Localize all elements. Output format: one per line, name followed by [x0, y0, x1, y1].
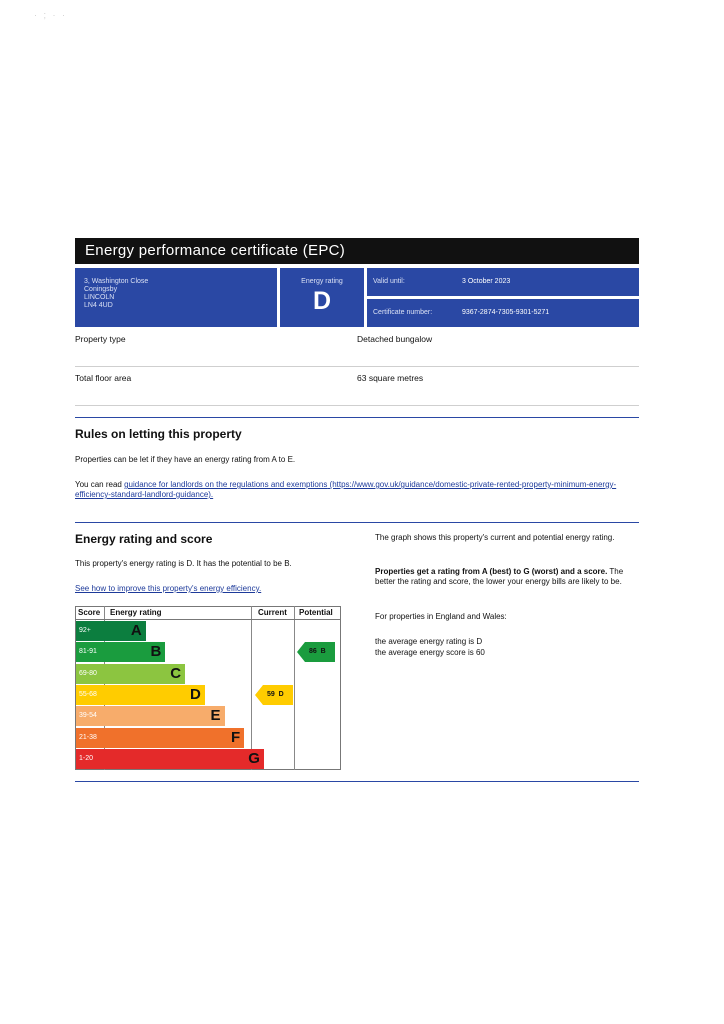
improve-efficiency-link[interactable]: See how to improve this property's energy efficiency.: [75, 584, 262, 593]
rules-heading: Rules on letting this property: [75, 427, 242, 441]
chart-column-divider: [294, 606, 295, 770]
band-score-label: 69-80: [79, 669, 97, 677]
band-letter: E: [210, 707, 221, 725]
rating-band-b: [76, 642, 165, 662]
floor-area-row: [75, 367, 639, 406]
band-letter: F: [231, 728, 241, 746]
chart-column-divider: [251, 606, 252, 770]
guidance-link[interactable]: guidance for landlords on the regulations and exemptions: [124, 480, 328, 489]
average-rating: the average energy rating is D: [375, 637, 483, 646]
current-header: Current: [258, 608, 287, 617]
band-score-label: 1-20: [79, 754, 94, 762]
certificate-summary: [75, 268, 639, 327]
valid-until-row: [367, 268, 639, 296]
band-letter: A: [130, 622, 142, 639]
energy-rating-label: Energy rating: [301, 278, 343, 285]
certificate-number-label: Certificate number:: [373, 309, 433, 316]
band-letter: C: [170, 664, 182, 682]
potential-rating-arrow-label: 86 B: [309, 648, 326, 656]
floor-area-label: Total floor area: [75, 373, 132, 383]
energy-rating-box: [280, 268, 364, 327]
potential-header: Potential: [299, 608, 333, 617]
rules-paragraph: Properties can be let if they have an energy rating from A to E.: [75, 455, 296, 464]
property-type-row: [75, 328, 639, 367]
energy-rating-chart: [75, 606, 341, 770]
rating-band-e: [76, 706, 225, 726]
rules-guidance-paragraph: [75, 480, 635, 500]
rating-band-d: [76, 685, 205, 705]
energy-rating-header: Energy rating: [110, 608, 162, 617]
address-line: Coningsby: [84, 286, 118, 293]
scan-mark: · ; · ·: [34, 10, 67, 20]
property-type-label: Property type: [75, 334, 126, 344]
section-divider: [75, 417, 639, 418]
guidance-url[interactable]: (https://www.gov.uk/guidance/domestic-private-rented-property-minimum-energy-efficiency-standard-landlord-guidance).: [75, 480, 617, 499]
section-divider: [75, 781, 639, 782]
guidance-prefix: You can read: [75, 480, 125, 489]
certificate-number-row: [367, 299, 639, 327]
energy-rating-letter: D: [312, 287, 332, 315]
valid-until-label: Valid until:: [373, 278, 405, 285]
potential-rating-arrow: [297, 642, 335, 662]
floor-area-value: 63 square metres: [357, 373, 424, 383]
band-score-label: 81-91: [79, 648, 97, 656]
graph-description: The graph shows this property's current and potential energy rating.: [375, 533, 615, 542]
band-letter: D: [189, 685, 201, 703]
address-line: 3, Washington Close: [84, 278, 149, 285]
band-score-label: 39-54: [79, 712, 97, 720]
rating-explanation-rest: The better the rating and score, the lower your energy bills are likely to be.: [375, 567, 624, 586]
rating-band-f: [76, 728, 244, 748]
regions-note: For properties in England and Wales:: [375, 612, 507, 621]
energy-summary: This property's energy rating is D. It has the potential to be B.: [75, 559, 292, 568]
score-header: Score: [78, 608, 101, 617]
header-rule: [76, 619, 340, 620]
address-line: LINCOLN: [84, 294, 115, 301]
energy-heading: Energy rating and score: [75, 532, 213, 546]
current-rating-arrow-label: 59 D: [267, 690, 284, 698]
band-score-label: 92+: [79, 627, 91, 634]
band-score-label: 55-68: [79, 690, 97, 698]
rating-explanation: [375, 567, 637, 587]
band-letter: G: [248, 749, 260, 767]
page-title: Energy performance certificate (EPC): [75, 238, 639, 264]
address-block: [75, 268, 277, 327]
certificate-number-value: 9367-2874-7305-9301-5271: [462, 309, 550, 316]
average-score: the average energy score is 60: [375, 648, 485, 657]
address-line: LN4 4UD: [84, 302, 113, 309]
property-type-value: Detached bungalow: [357, 334, 433, 344]
section-divider: [75, 522, 639, 523]
valid-until-value: 3 October 2023: [462, 278, 511, 285]
band-letter: B: [150, 643, 162, 661]
band-score-label: 21-38: [79, 733, 97, 741]
current-rating-arrow: [255, 685, 293, 705]
rating-band-a: [76, 621, 146, 641]
rating-band-c: [76, 664, 185, 684]
rating-band-g: [76, 749, 264, 769]
rating-explanation-bold: Properties get a rating from A (best) to G (worst) and a score.: [375, 567, 608, 576]
